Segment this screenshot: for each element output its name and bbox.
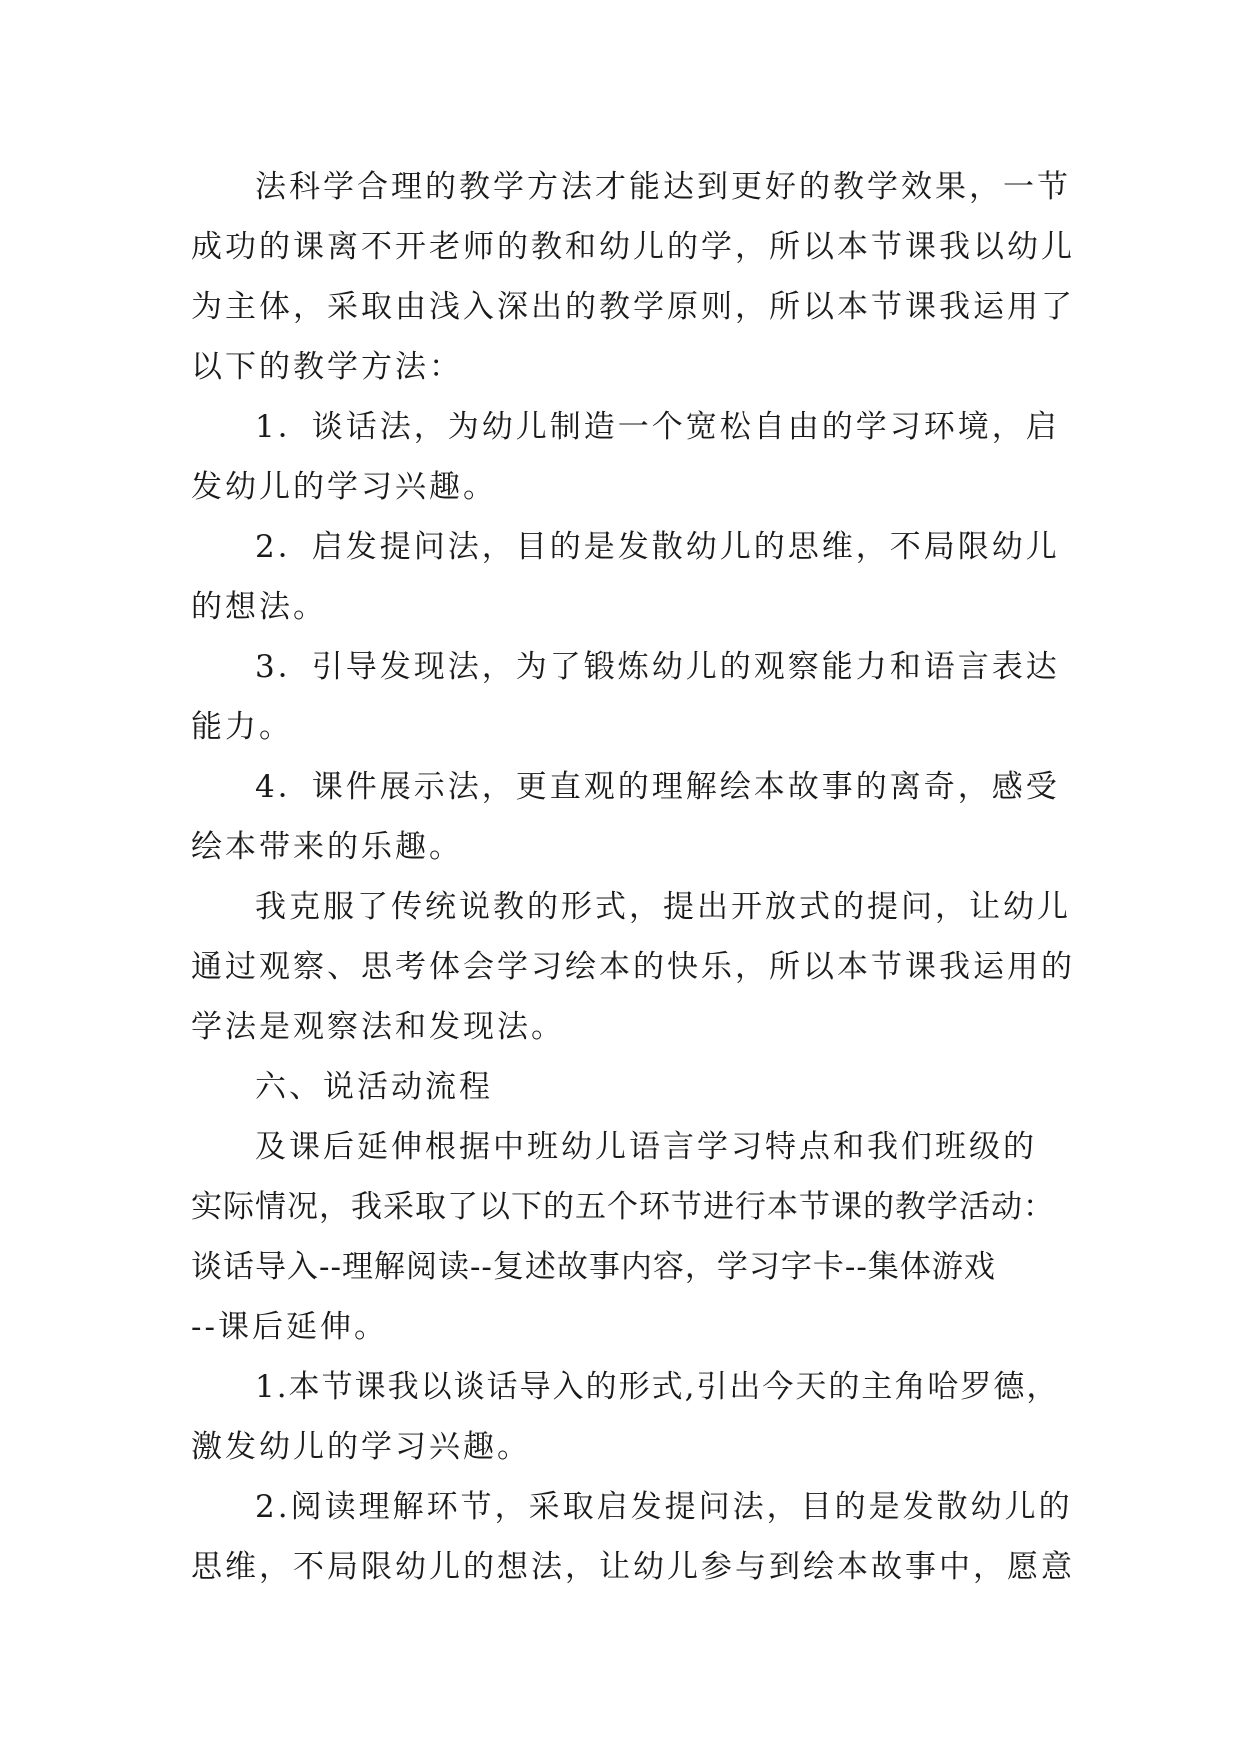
text-line: 1.本节课我以谈话导入的形式,引出今天的主角哈罗德， <box>255 1369 1060 1405</box>
text-line: 谈话导入--理解阅读--复述故事内容，学习字卡--集体游戏 <box>191 1249 996 1285</box>
text-line: 能力。 <box>191 709 293 745</box>
text-line: 激发幼儿的学习兴趣。 <box>191 1429 531 1465</box>
text-line: 2．启发提问法，目的是发散幼儿的思维，不局限幼儿 <box>255 529 1060 565</box>
text-line: 及课后延伸根据中班幼儿语言学习特点和我们班级的 <box>255 1129 1037 1165</box>
text-line: 成功的课离不开老师的教和幼儿的学，所以本节课我以幼儿 <box>191 229 1075 265</box>
text-line: 我克服了传统说教的形式，提出开放式的提问，让幼儿 <box>255 889 1071 925</box>
text-line: 为主体，采取由浅入深出的教学原则，所以本节课我运用了 <box>191 289 1075 325</box>
text-line: 法科学合理的教学方法才能达到更好的教学效果，一节 <box>255 169 1071 205</box>
text-line: 3．引导发现法，为了锻炼幼儿的观察能力和语言表达 <box>255 649 1060 685</box>
text-line: 1．谈话法，为幼儿制造一个宽松自由的学习环境，启 <box>255 409 1060 445</box>
text-line: 思维，不局限幼儿的想法，让幼儿参与到绘本故事中，愿意 <box>191 1549 1075 1585</box>
text-line: 绘本带来的乐趣。 <box>191 829 463 865</box>
text-line: 4．课件展示法，更直观的理解绘本故事的离奇，感受 <box>255 769 1060 805</box>
section-heading: 六、说活动流程 <box>255 1069 493 1105</box>
text-line: 的想法。 <box>191 589 327 625</box>
text-line: --课后延伸。 <box>191 1309 388 1345</box>
text-line: 发幼儿的学习兴趣。 <box>191 469 497 505</box>
text-line: 2.阅读理解环节，采取启发提问法，目的是发散幼儿的 <box>255 1489 1073 1525</box>
text-line: 学法是观察法和发现法。 <box>191 1009 565 1045</box>
text-line: 实际情况，我采取了以下的五个环节进行本节课的教学活动： <box>191 1189 1055 1225</box>
text-line: 以下的教学方法： <box>191 349 463 385</box>
text-line: 通过观察、思考体会学习绘本的快乐，所以本节课我运用的 <box>191 949 1075 985</box>
